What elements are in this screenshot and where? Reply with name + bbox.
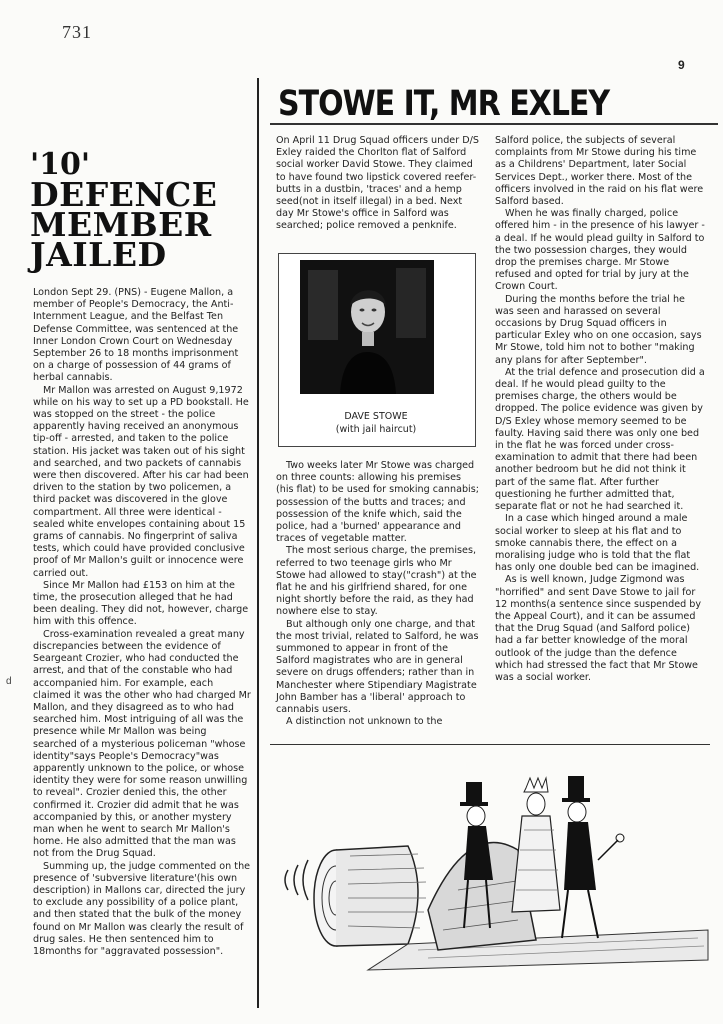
paragraph: Two weeks later Mr Stowe was charged on three counts: allowing his premises (his flat) to be used for smoking cannabis; possession of the butts and traces; and possession of the knife which, said the police, had a 'burned' appearance and traces of vegetable matter. <box>276 460 479 545</box>
right-article-column <box>495 135 705 684</box>
paragraph: But although only one charge, and that the most trivial, related to Salford, he was summoned to appear in front of the Salford magistrates who are in general severe on drugs offenders; rather than in Manchester where Stipendiary Magistrate John Bamber has a 'liberal' approach to cannabis users. <box>276 618 479 716</box>
headline-line: DEFENCE <box>30 175 218 214</box>
margin-mark: d <box>6 676 12 687</box>
paragraph: Summing up, the judge commented on the presence of 'subversive literature'(his own description) in Mallons car, directed the jury to exclude any possibility of a police plant, and then stated that the bulk of the money found on Mr Mallon was clearly the result of drug sales. He then sentenced him to 18months for "aggravated possession". <box>33 860 251 957</box>
right-headline: STOWE IT, MR EXLEY <box>278 84 610 125</box>
headline-line: MEMBER <box>30 205 212 244</box>
portrait-photo <box>300 260 434 394</box>
caption-name: DAVE STOWE <box>344 411 408 422</box>
paragraph: Salford police, the subjects of several complaints from Mr Stowe during his time as a Childrens' Department, later Social Services Dept., worker there. Most of the officers involved in the raid on his flat were Salford based. <box>495 135 704 208</box>
left-headline <box>30 147 250 274</box>
paragraph: On April 11 Drug Squad officers under D/S Exley raided the Chorlton flat of Salford social worker David Stowe. They claimed to have found two lipstick covered reefer-butts in a dustbin, 'traces' and a hemp seed(not in itself illegal) in a bed. Next day Mr Stowe's office in Salford was searched; police removed a penknife. <box>276 135 479 232</box>
paragraph: During the months before the trial he was seen and harassed on several occasions by Drug Squad officers in particular Exley who on one occasion, says Mr Stowe, told him not to bother "making any plans for after September". <box>495 293 702 366</box>
cartoon-illustration <box>268 760 710 980</box>
paragraph: London Sept 29. (PNS) - Eugene Mallon, a member of People's Democracy, the Anti-Internment League, and the Belfast Ten Defense Committee, was sentenced at the Inner London Crown Court on Wednesday September 26 to 18 months imprisonment on a charge of possession of 44 grams of herbal cannabis. <box>33 287 239 384</box>
paragraph: Cross-examination revealed a great many discrepancies between the evidence of Seargeant Crozier, who had conducted the arrest, and that of the constable who had accompanied him. For example, each claimed it was the other who had charged Mr Mallon, and they disagreed as to who had searched him. Most intriguing of all was the presence while Mr Mallon was being searched of a mysterious policeman "whose identity"says People's Democracy"was apparently unknown to the police, or whose identity they were for some reason unwilling to reveal". Crozier denied this, the other confirmed it. Crozier did admit that he was accompanied by this, or another mystery man when he went to search Mr Mallon's home. He also admitted that the man was not from the Drug Squad. <box>33 628 251 860</box>
paragraph: When he was finally charged, police offered him - in the presence of his lawyer - a deal. If he would plead guilty in Salford to the two possession charges, they would drop the premises charge. Mr Stowe refused and opted for trial by jury at the Crown Court. <box>495 208 705 293</box>
right-article-intro <box>276 135 481 233</box>
left-article-body <box>33 287 251 958</box>
headline-line: '10' <box>30 147 91 182</box>
paragraph: The most serious charge, the premises, referred to two teenage girls who Mr Stowe had allowed to stay("crash") at the flat he and his girlfriend shared, for one night shortly before the raid, as they had nowhere else to stay. <box>276 545 477 618</box>
cartoon-drawing <box>268 760 710 980</box>
paragraph: As is well known, Judge Zigmond was "horrified" and sent Dave Stowe to jail for 12 months(a sentence since suspended by the Appeal Court), and it can be assumed that the Drug Squad (and Salford police) had a far better knowledge of the moral outlook of the judge than the defence which had stressed the fact that Mr Stowe was a social worker. <box>495 574 702 683</box>
paragraph: In a case which hinged around a male social worker to sleep at his flat and to smoke cannabis there, the effect on a moralising judge who is told that the flat has only one double bed can be imagined. <box>495 513 700 574</box>
paragraph: At the trial defence and prosecution did a deal. If he would plead guilty to the premises charge, the others would be dropped. The police evidence was given by D/S Exley whose memory seemed to be faulty. Having said there was only one bed in the flat he was forced under cross-examination to admit that there had been another bedroom but he did not think it part of the same flat. After further questioning he further admitted that, separate flat or not he had searched it. <box>495 366 705 513</box>
photo-caption <box>280 410 472 436</box>
caption-note: (with jail haircut) <box>335 424 417 435</box>
right-article-middle <box>276 460 481 728</box>
portrait-illustration <box>300 260 434 394</box>
page-number-right: 9 <box>678 58 685 72</box>
page-number-left: 731 <box>62 22 92 42</box>
paragraph: Since Mr Mallon had £153 on him at the time, the prosecution alleged that he had been dealing. They did not, however, charge him with this offence. <box>33 579 249 628</box>
paragraph: Mr Mallon was arrested on August 9,1972 while on his way to set up a PD bookstall. He was stopped on the street - the police apparently having received an anonymous tip-off - arrested, and taken to the police station. His jacket was taken out of his sight and searched, and two packets of cannabis were then discovered. After his car had been driven to the station by two policemen, a third packet was discovered in the glove compartment. All three were identical - sealed white envelopes containing about 15 grams of cannabis. No fingerprint of saliva tests, which could have provided conclusive proof of Mr Mallon's guilt or innocence were carried out. <box>33 384 249 579</box>
cartoon-rule <box>270 744 710 745</box>
column-divider <box>257 78 259 1008</box>
headline-line: JAILED <box>30 235 167 274</box>
paragraph: A distinction not unknown to the <box>286 716 443 728</box>
